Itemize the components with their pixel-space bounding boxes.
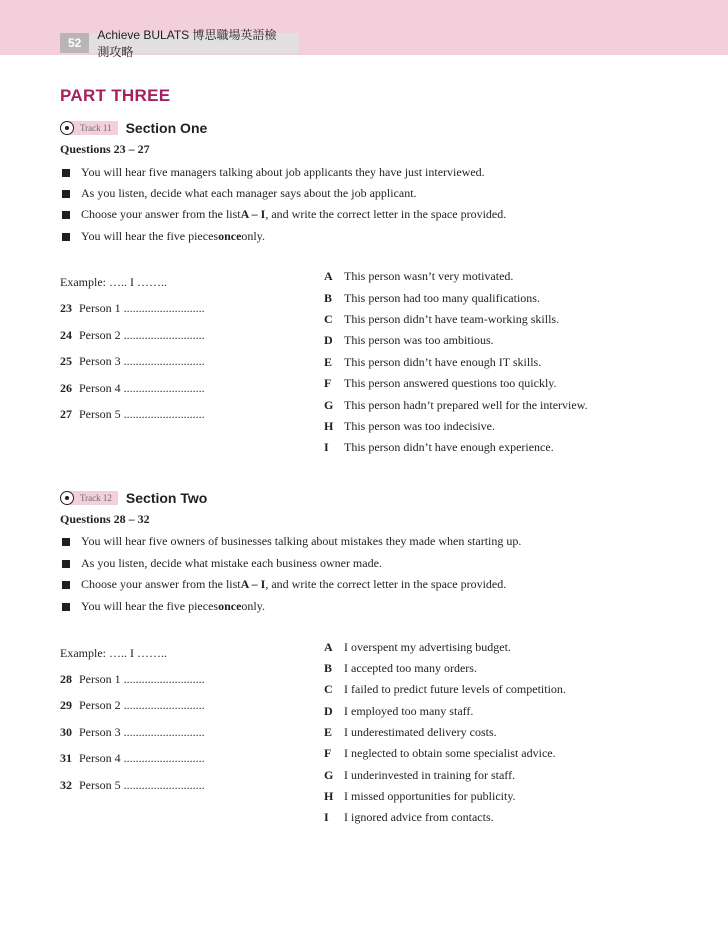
square-bullet-icon bbox=[62, 211, 70, 219]
option-item: A This person wasn’t very motivated. bbox=[324, 269, 514, 283]
answer-item[interactable]: 24 Person 2 ........................... bbox=[60, 328, 205, 342]
answer-item[interactable]: 23 Person 1 ........................... bbox=[60, 301, 205, 315]
example-line: Example: ….. I …….. bbox=[60, 646, 167, 660]
track-label: Track 11 bbox=[70, 121, 118, 135]
running-header bbox=[60, 28, 299, 59]
square-bullet-icon bbox=[62, 169, 70, 177]
instruction-item: As you listen, decide what each manager says about the job applicant. bbox=[62, 186, 417, 201]
option-item: A I overspent my advertising budget. bbox=[324, 640, 511, 654]
option-item: F I neglected to obtain some specialist advice. bbox=[324, 746, 556, 760]
answer-item[interactable]: 27 Person 5 ........................... bbox=[60, 407, 205, 421]
answer-item[interactable]: 31 Person 4 ........................... bbox=[60, 751, 205, 765]
cd-icon bbox=[60, 121, 74, 135]
answer-item[interactable]: 30 Person 3 ........................... bbox=[60, 725, 205, 739]
square-bullet-icon bbox=[62, 190, 70, 198]
option-item: I I ignored advice from contacts. bbox=[324, 810, 494, 824]
square-bullet-icon bbox=[62, 560, 70, 568]
section-title: Section Two bbox=[125, 490, 208, 506]
square-bullet-icon bbox=[62, 581, 70, 589]
answer-item[interactable]: 26 Person 4 ........................... bbox=[60, 381, 205, 395]
square-bullet-icon bbox=[62, 538, 70, 546]
option-item: D I employed too many staff. bbox=[324, 704, 474, 718]
book-title: Achieve BULATS 博思職場英語檢測攻略 bbox=[89, 33, 299, 53]
cd-icon bbox=[60, 491, 74, 505]
answer-item[interactable]: 25 Person 3 ........................... bbox=[60, 354, 205, 368]
instruction-item: You will hear the five pieces once only. bbox=[62, 599, 265, 614]
instruction-item: You will hear the five pieces once only. bbox=[62, 229, 265, 244]
answer-item[interactable]: 29 Person 2 ........................... bbox=[60, 698, 205, 712]
option-item: H I missed opportunities for publicity. bbox=[324, 789, 516, 803]
track-label: Track 12 bbox=[70, 491, 118, 505]
instruction-item: You will hear five owners of businesses talking about mistakes they made when starting up. bbox=[62, 534, 521, 549]
option-item: G This person hadn’t prepared well for the interview. bbox=[324, 398, 588, 412]
option-item: B This person had too many qualifications. bbox=[324, 291, 540, 305]
option-item: E This person didn’t have enough IT skills. bbox=[324, 355, 542, 369]
page-number: 52 bbox=[60, 33, 89, 53]
instruction-item: You will hear five managers talking about job applicants they have just interviewed. bbox=[62, 165, 485, 180]
option-item: B I accepted too many orders. bbox=[324, 661, 477, 675]
instruction-item: As you listen, decide what mistake each business owner made. bbox=[62, 556, 382, 571]
option-item: C This person didn’t have team-working skills. bbox=[324, 312, 560, 326]
option-item: F This person answered questions too quickly. bbox=[324, 376, 557, 390]
section-title: Section One bbox=[125, 120, 208, 136]
square-bullet-icon bbox=[62, 233, 70, 241]
option-item: E I underestimated delivery costs. bbox=[324, 725, 497, 739]
example-line: Example: ….. I …….. bbox=[60, 275, 167, 289]
option-item: H This person was too indecisive. bbox=[324, 419, 495, 433]
option-item: I This person didn’t have enough experience. bbox=[324, 440, 554, 454]
part-title: PART THREE bbox=[60, 86, 171, 105]
instruction-item: Choose your answer from the list A – I , and write the correct letter in the space provided. bbox=[62, 577, 506, 592]
questions-label: Questions 23 – 27 bbox=[60, 142, 150, 156]
instruction-item: Choose your answer from the list A – I , and write the correct letter in the space provided. bbox=[62, 207, 506, 222]
option-item: C I failed to predict future levels of competition. bbox=[324, 682, 566, 696]
section-one-heading bbox=[60, 120, 207, 136]
answer-item[interactable]: 28 Person 1 ........................... bbox=[60, 672, 205, 686]
answer-item[interactable]: 32 Person 5 ........................... bbox=[60, 778, 205, 792]
section-two-heading bbox=[60, 490, 207, 506]
option-item: D This person was too ambitious. bbox=[324, 333, 494, 347]
questions-label: Questions 28 – 32 bbox=[60, 512, 150, 526]
square-bullet-icon bbox=[62, 603, 70, 611]
option-item: G I underinvested in training for staff. bbox=[324, 768, 516, 782]
